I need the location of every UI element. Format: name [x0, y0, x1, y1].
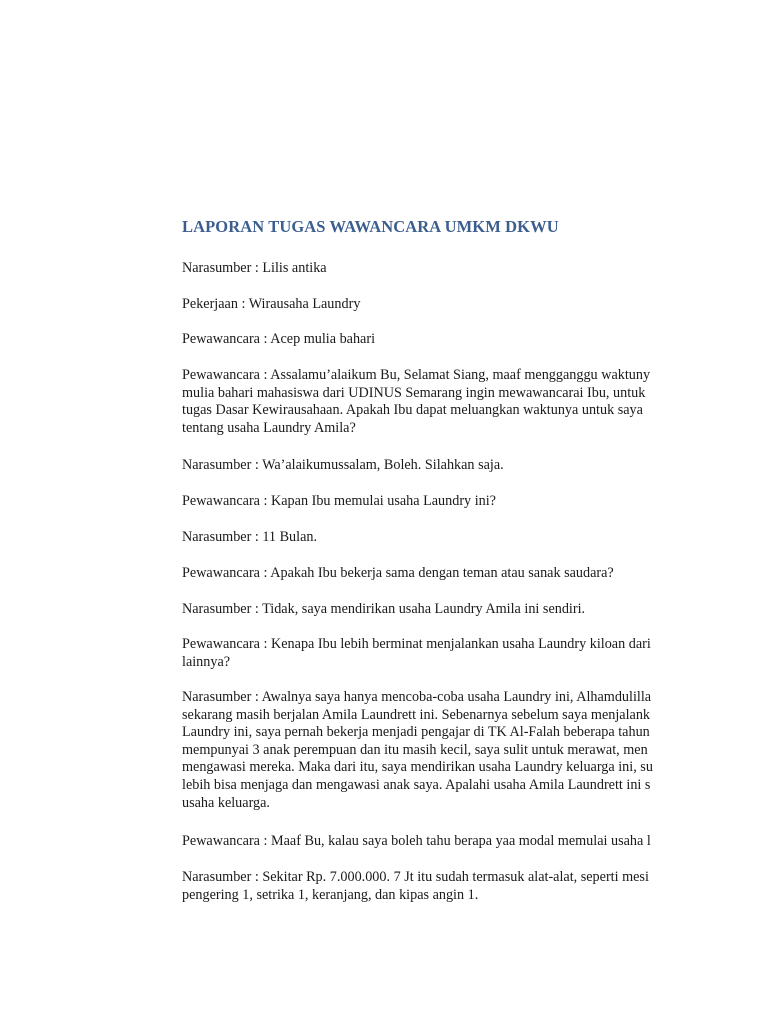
text-line: lainnya? — [182, 653, 231, 670]
text-line: Narasumber : Wa’alaikumussalam, Boleh. Silahkan saja. — [182, 457, 504, 473]
paragraph-narasumber-name — [182, 260, 687, 278]
text-line: lebih bisa menjaga dan mengawasi anak saya. Apalahi usaha Amila Laundrett ini s — [182, 776, 651, 793]
text-line: Laundry ini, saya pernah bekerja menjadi pengajar di TK Al-Falah beberapa tahun — [182, 724, 650, 741]
text-line: Narasumber : Awalnya saya hanya mencoba-coba usaha Laundry ini, Alhamdulilla — [182, 689, 652, 705]
text-line: Pewawancara : Acep mulia bahari — [182, 331, 376, 347]
text-line: Narasumber : 11 Bulan. — [182, 529, 318, 545]
text-line: Pekerjaan : Wirausaha Laundry — [182, 296, 361, 312]
paragraph-answer-greeting — [182, 457, 687, 475]
text-line: Pewawancara : Kenapa Ibu lebih berminat menjalankan usaha Laundry kiloan dari — [182, 636, 651, 652]
text-line: tugas Dasar Kewirausahaan. Apakah Ibu dapat meluangkan waktunya untuk saya — [182, 402, 643, 419]
text-line: sekarang masih berjalan Amila Laundrett ini. Sebenarnya sebelum saya menjalank — [182, 706, 651, 723]
text-line: Narasumber : Sekitar Rp. 7.000.000. 7 Jt itu sudah termasuk alat-alat, seperti mesi — [182, 869, 649, 885]
paragraph-question-greeting — [182, 367, 687, 437]
text-line: mempunyai 3 anak perempuan dan itu masih kecil, saya sulit untuk merawat, men — [182, 741, 648, 758]
text-line: usaha keluarga. — [182, 794, 270, 811]
text-line: Pewawancara : Assalamu’alaikum Bu, Selamat Siang, maaf mengganggu waktuny — [182, 367, 651, 383]
text-line: Narasumber : Lilis antika — [182, 260, 327, 276]
text-line: mulia bahari mahasiswa dari UDINUS Semarang ingin mewawancarai Ibu, untuk — [182, 384, 646, 401]
paragraph-question-capital — [182, 833, 687, 851]
text-line: Pewawancara : Kapan Ibu memulai usaha Laundry ini? — [182, 493, 496, 509]
text-line: pengering 1, setrika 1, keranjang, dan kipas angin 1. — [182, 886, 479, 903]
paragraph-answer-start — [182, 529, 687, 547]
text-line: Pewawancara : Maaf Bu, kalau saya boleh tahu berapa yaa modal memulai usaha l — [182, 833, 651, 849]
text-line: mengawasi mereka. Maka dari itu, saya mendirikan usaha Laundry keluarga ini, su — [182, 759, 653, 776]
paragraph-question-reason — [182, 636, 687, 671]
text-line: Narasumber : Tidak, saya mendirikan usaha Laundry Amila ini sendiri. — [182, 601, 586, 617]
paragraph-answer-capital — [182, 869, 687, 904]
text-line: Pewawancara : Apakah Ibu bekerja sama dengan teman atau sanak saudara? — [182, 565, 614, 581]
paragraph-pewawancara-name — [182, 331, 687, 349]
paragraph-pekerjaan — [182, 296, 687, 314]
paragraph-answer-reason — [182, 689, 687, 812]
paragraph-question-start — [182, 493, 687, 511]
document-title: LAPORAN TUGAS WAWANCARA UMKM DKWU — [182, 217, 559, 236]
paragraph-answer-partner — [182, 601, 687, 619]
paragraph-question-partner — [182, 565, 687, 583]
document-body — [182, 0, 687, 1024]
text-line: tentang usaha Laundry Amila? — [182, 419, 356, 436]
